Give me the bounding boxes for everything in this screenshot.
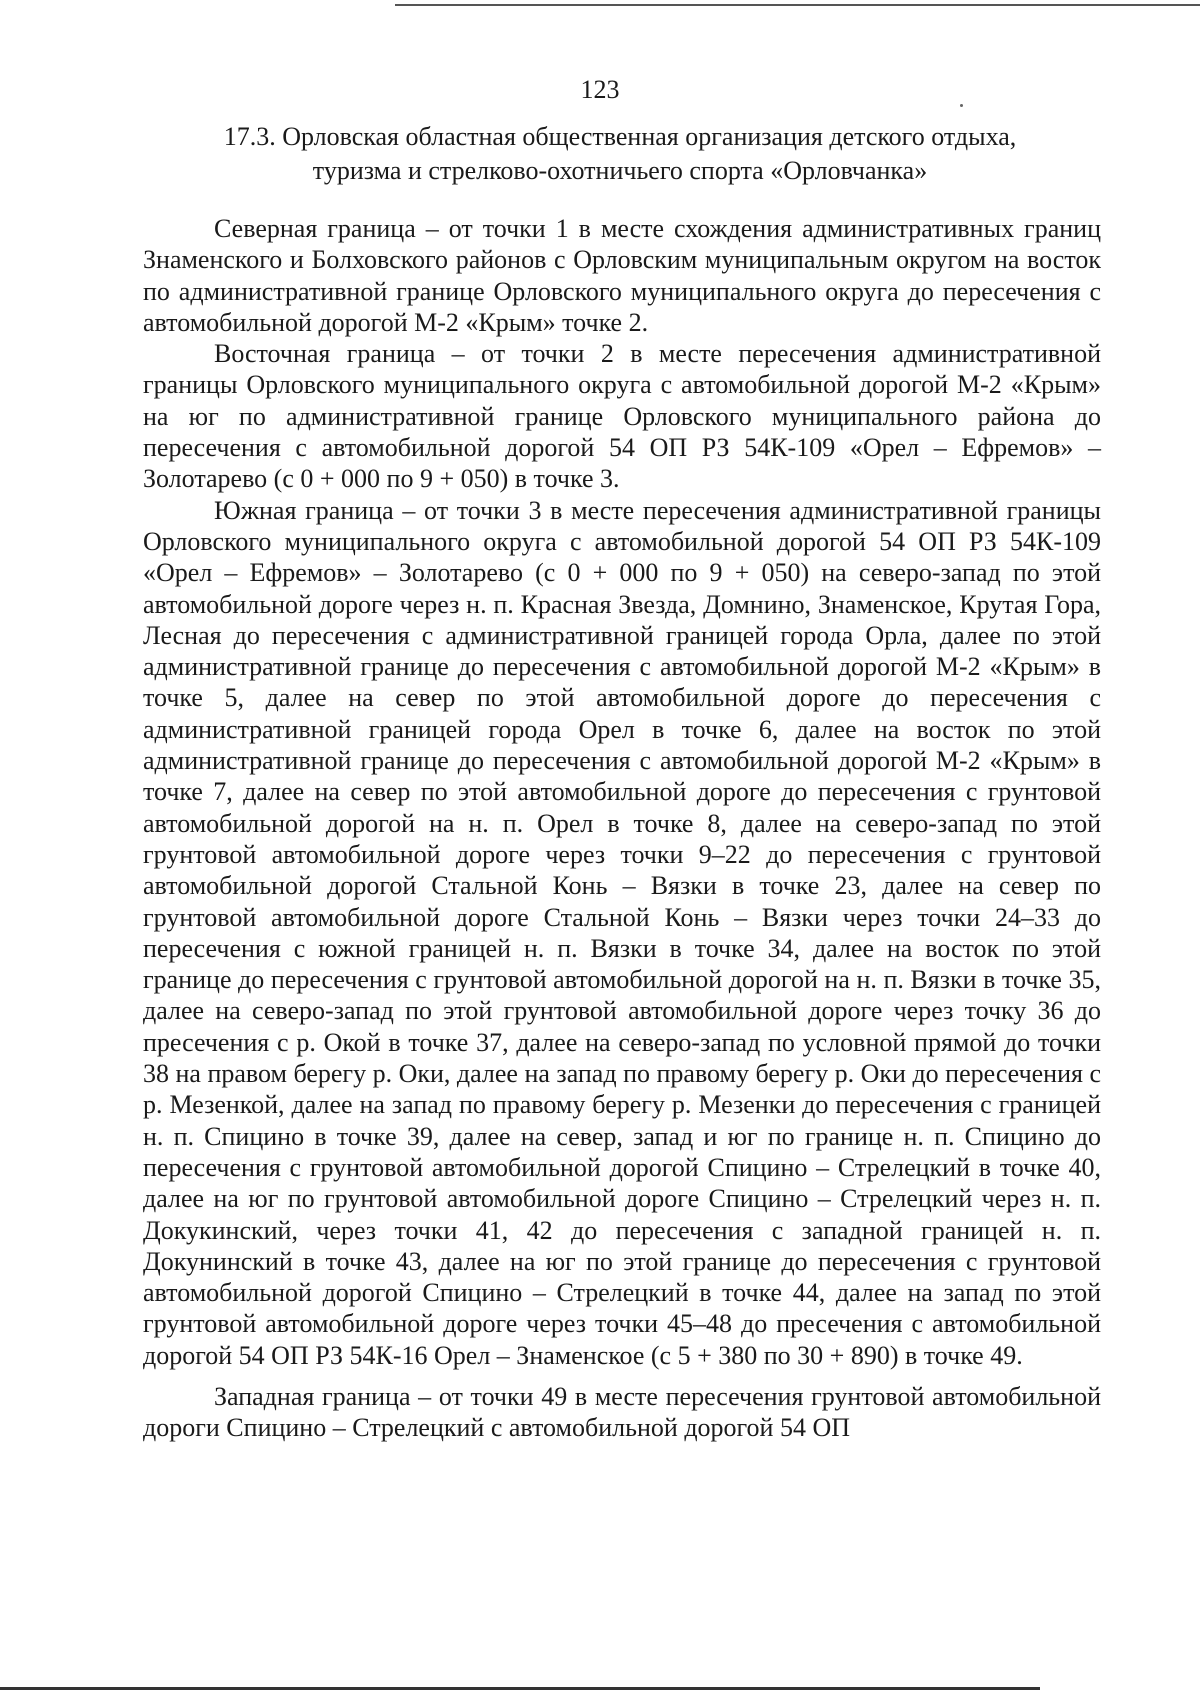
section-title xyxy=(150,120,1090,188)
section-title-line-2: туризма и стрелково-охотничьего спорта «Орловчанка» xyxy=(312,156,928,185)
page-number: 123 xyxy=(580,75,620,104)
scan-edge-top xyxy=(395,4,1200,6)
paragraph-west-boundary: Западная граница – от точки 49 в месте пересечения грунтовой автомобильной дороги Спицино – Стрелецкий с автомобильной дорогой 54 ОП xyxy=(143,1381,1101,1443)
section-title-line-1: 17.3. Орловская областная общественная организация детского отдыха, xyxy=(223,122,1017,151)
paragraph-south-boundary: Южная граница – от точки 3 в месте пересечения административной границы Орловского муниципального округа с автомобильной дорогой 54 ОП РЗ 54К-109 «Орел – Ефремов» – Золотарево (с 0 + 000 по 9 + 050) на северо-запад по этой автомобильной дороге через н. п. Красная Звезда, Домнино, Знаменское, Крутая Гора, Лесная до пересечения с административной границей города Орла, далее по этой административной границе до пересечения с автомобильной дорогой М-2 «Крым» в точке 5, далее на север по этой автомобильной дороге до пересечения с административной границей города Орел в точке 6, далее на восток по этой административной границе до пересечения с автомобильной дорогой М-2 «Крым» в точке 7, далее на север по этой автомобильной дороге до пересечения с грунтовой автомобильной дорогой на н. п. Орел в точке 8, далее на северо-запад по этой грунтовой автомобильной дороге через точки 9–22 до пересечения с грунтовой автомобильной дорогой Стальной Конь – Вязки в точке 23, далее на север по грунтовой автомобильной дороге Стальной Конь – Вязки через точки 24–33 до пересечения с южной границей н. п. Вязки в точке 34, далее на восток по этой границе до пересечения с грунтовой автомобильной дорогой на н. п. Вязки в точке 35, далее на северо-запад по этой грунтовой автомобильной дороге через точку 36 до пресечения с р. Окой в точке 37, далее на северо-запад по условной прямой до точки 38 на правом берегу р. Оки, далее на запад по правому берегу р. Оки до пересечения с р. Мезенкой, далее на запад по правому берегу р. Мезенки до пересечения с границей н. п. Спицино в точке 39, далее на север, запад и юг по границе н. п. Спицино до пересечения с грунтовой автомобильной дорогой Спицино – Стрелецкий в точке 40, далее на юг по грунтовой автомобильной дороге Спицино – Стрелецкий через н. п. Докукинский, через точки 41, 42 до пересечения с западной границей н. п. Докунинский в точке 43, далее на юг по этой границе до пересечения с грунтовой автомобильной дорогой Спицино – Стрелецкий в точке 44, далее на запад по этой грунтовой автомобильной дороге через точки 45–48 до пресечения с автомобильной дорогой 54 ОП РЗ 54К-16 Орел – Знаменское (с 5 + 380 по 30 + 890) в точке 49. xyxy=(143,495,1102,1370)
scan-edge-bottom xyxy=(0,1687,1040,1690)
paragraph-north-boundary: Северная граница – от точки 1 в месте схождения административных границ Знаменского и Болховского районов с Орловским муниципальным округом на восток по административной границе Орловского муниципального округа до пересечения с автомобильной дорогой М-2 «Крым» точке 2. xyxy=(143,214,1101,337)
document-body xyxy=(143,213,1101,1444)
paragraph-east-boundary: Восточная граница – от точки 2 в месте пересечения административной границы Орловского муниципального округа с автомобильной дорогой М-2 «Крым» на юг по административной границе Орловского муниципального района до пересечения с автомобильной дорогой 54 ОП РЗ 54К-109 «Орел – Ефремов» – Золотарево (с 0 + 000 по 9 + 050) в точке 3. xyxy=(143,339,1101,494)
